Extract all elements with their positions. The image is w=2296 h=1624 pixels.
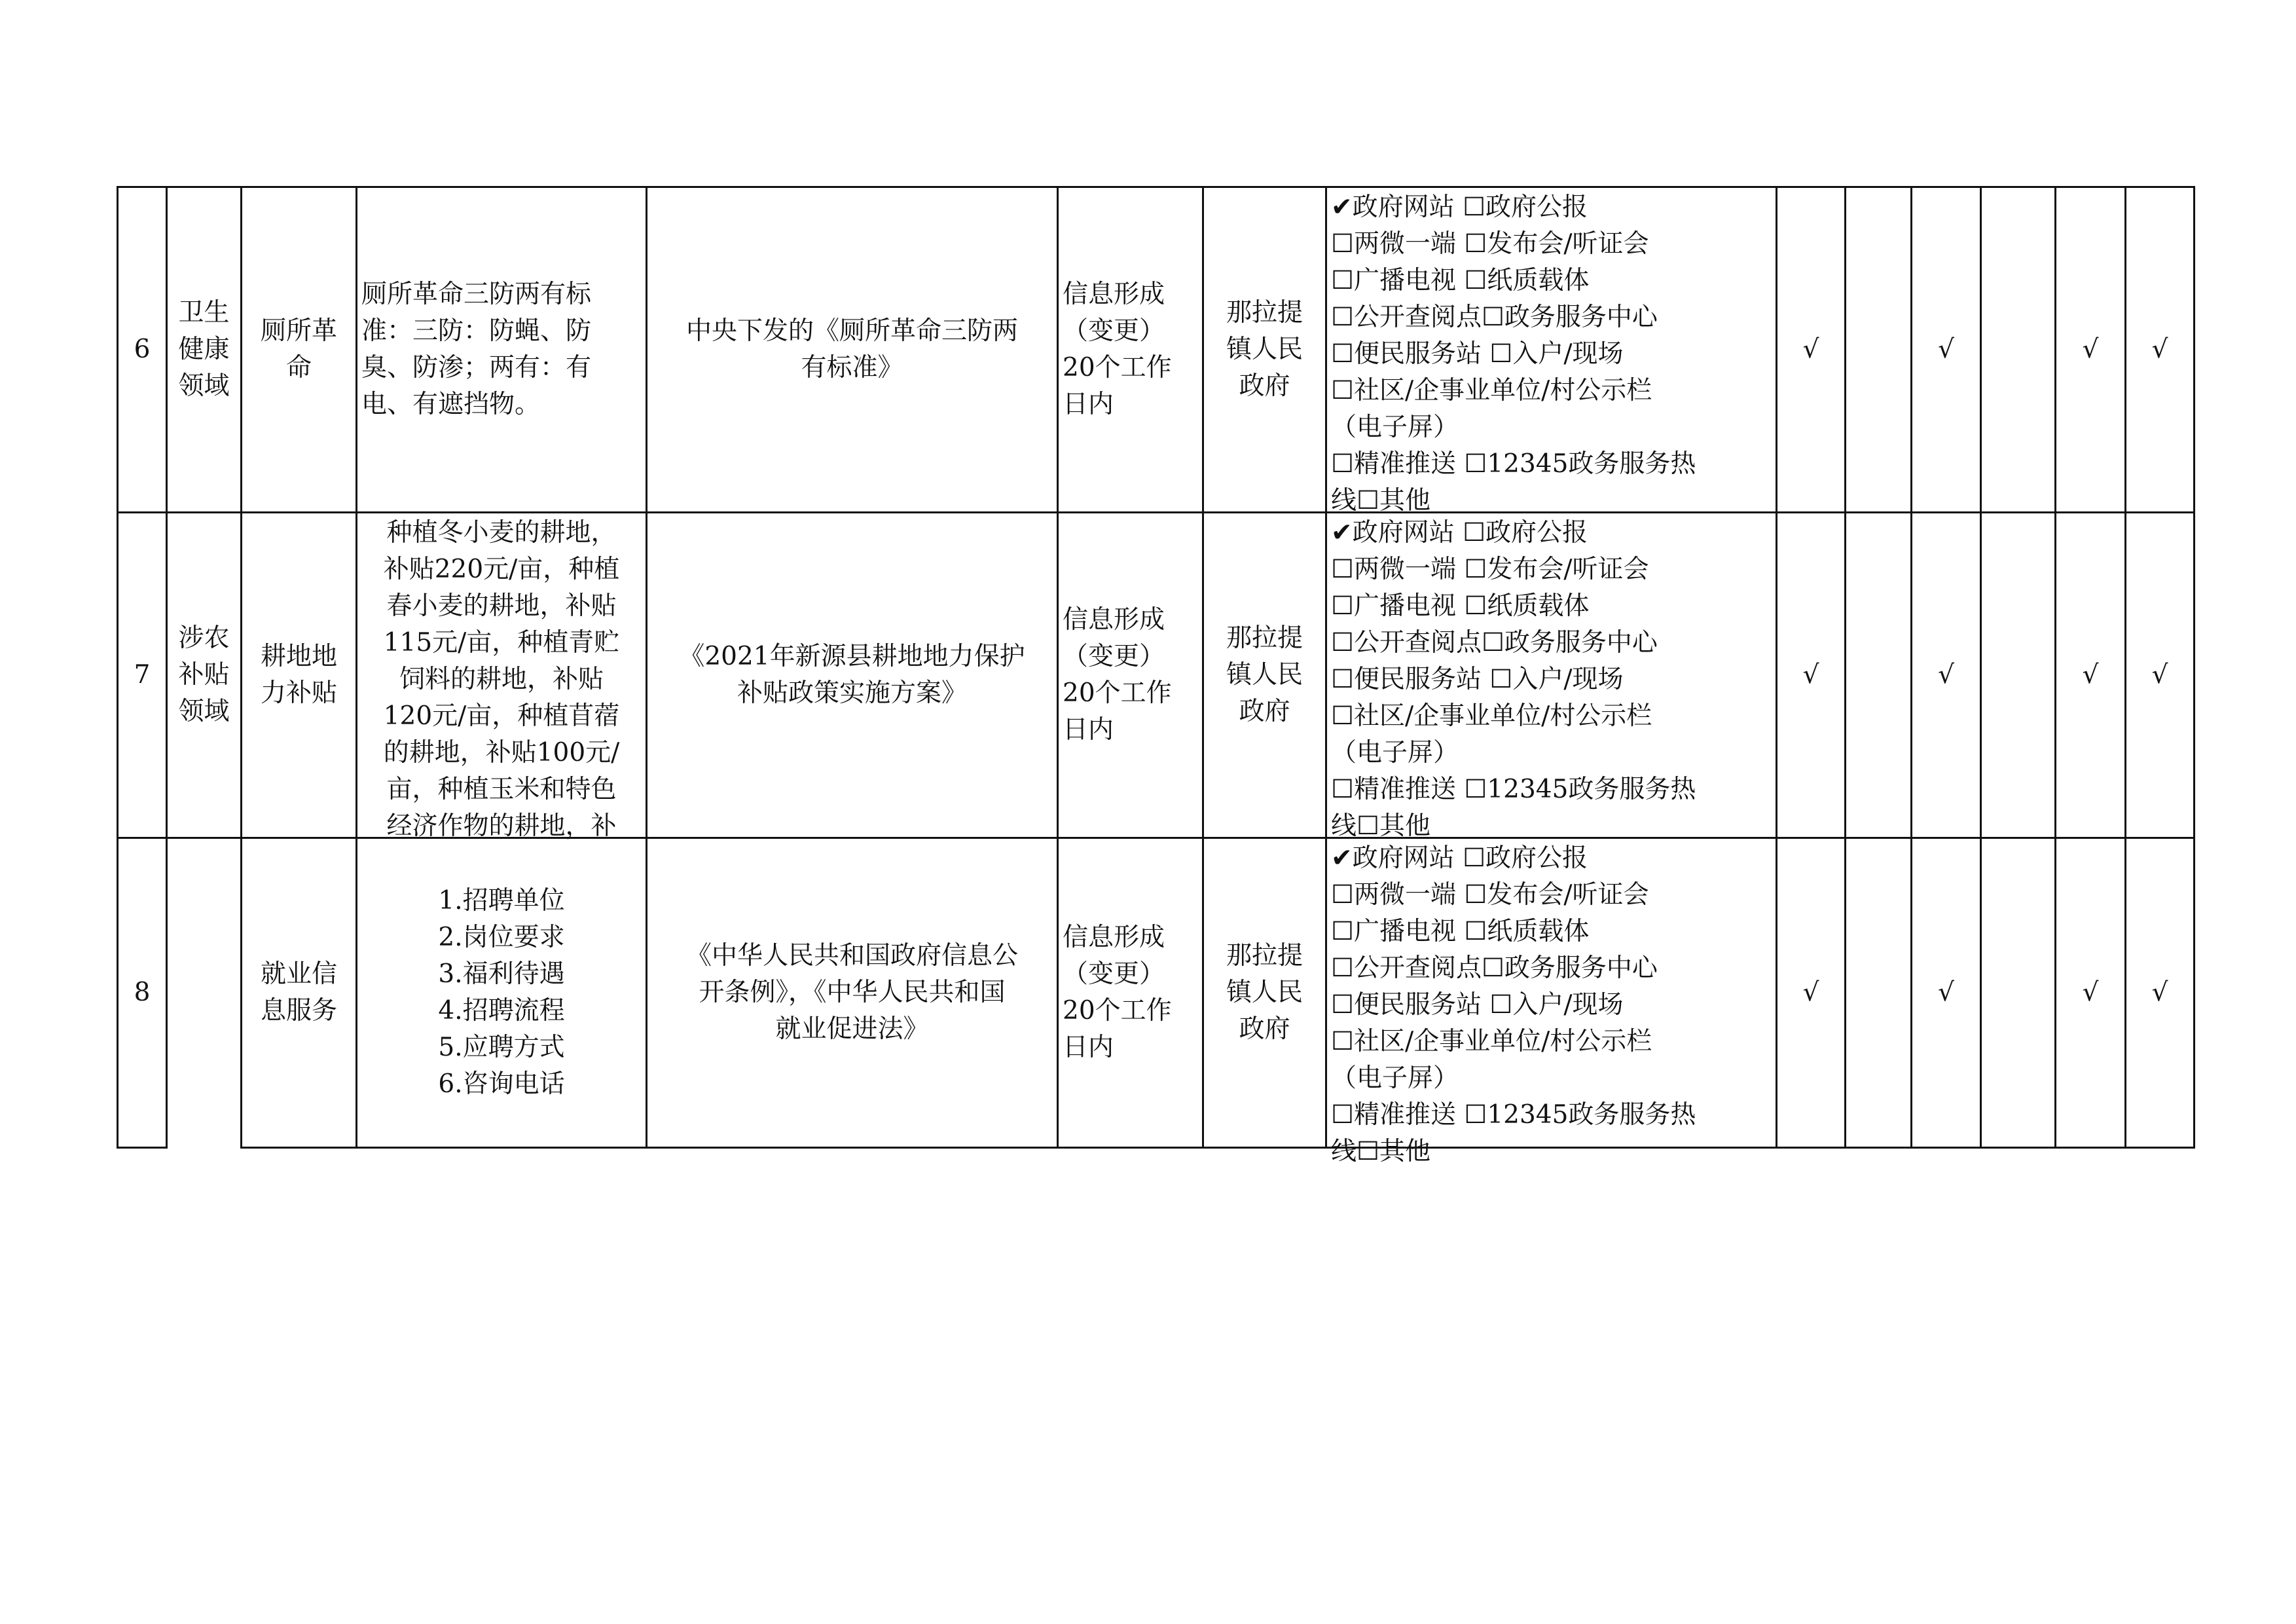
- item-cell: 厕所革 命: [242, 187, 357, 513]
- check-mark: [1846, 187, 1912, 513]
- channel-line: ✔政府网站 ☐政府公报: [1331, 843, 1588, 873]
- subject-cell: 那拉提 镇人民 政府: [1203, 838, 1326, 1148]
- channel-line: ☐广播电视 ☐纸质载体: [1331, 917, 1590, 946]
- channel-line: 线☐其他: [1331, 486, 1430, 515]
- channel-line: ✔政府网站 ☐政府公报: [1331, 193, 1588, 222]
- content-text: 厕所革命三防两有标准：三防：防蝇、防臭、防渗；两有：有电、有遮挡物。: [361, 280, 592, 419]
- check-mark: [1846, 838, 1912, 1148]
- check-mark: √: [1777, 838, 1846, 1148]
- content-text: 1.招聘单位 2.岗位要求 3.福利待遇 4.招聘流程 5.应聘方式 6.咨询电话: [438, 886, 565, 1099]
- channel-line: ☐精准推送 ☐12345政务服务热: [1331, 449, 1696, 479]
- domain-cell: 涉农 补贴 领域: [167, 513, 242, 838]
- channel-line: 线☐其他: [1331, 1137, 1430, 1166]
- channel-line: ☐社区/企事业单位/村公示栏: [1331, 376, 1652, 405]
- check-mark: √: [2056, 838, 2126, 1148]
- table-row: [118, 187, 2195, 513]
- item-cell: 耕地地 力补贴: [242, 513, 357, 838]
- channel-line: ☐便民服务站 ☐入户/现场: [1331, 665, 1624, 694]
- check-mark: √: [1912, 187, 1981, 513]
- basis-cell: 《2021年新源县耕地地力保护 补贴政策实施方案》: [647, 513, 1058, 838]
- seq-cell: 6: [118, 187, 167, 513]
- channel-line: ☐社区/企事业单位/村公示栏: [1331, 701, 1652, 731]
- channels-cell: [1326, 838, 1777, 1166]
- channel-line: ☐两微一端 ☐发布会/听证会: [1331, 229, 1649, 259]
- content-cell: [357, 838, 647, 1148]
- content-text: 种植冬小麦的耕地， 补贴220元/亩，种植 春小麦的耕地，补贴 115元/亩，种植青贮 饲料的耕地，补贴 120元/亩，种植苜蓿 的耕地，补贴100元/ 亩，种植玉米和特色 经济作物的耕地，补: [383, 518, 620, 841]
- channel-line: 线☐其他: [1331, 811, 1430, 841]
- domain-cell: [167, 838, 242, 1148]
- seq-cell: 7: [118, 513, 167, 838]
- channel-line: （电子屏）: [1331, 413, 1459, 442]
- channel-line: ✔政府网站 ☐政府公报: [1331, 518, 1588, 547]
- channel-line: （电子屏）: [1331, 1063, 1459, 1093]
- check-mark: √: [1912, 838, 1981, 1148]
- channel-line: ☐精准推送 ☐12345政务服务热: [1331, 1100, 1696, 1130]
- check-mark: √: [2056, 513, 2126, 838]
- check-mark: [1846, 513, 1912, 838]
- channel-line: ☐公开查阅点☐政务服务中心: [1331, 953, 1658, 983]
- channel-line: ☐公开查阅点☐政务服务中心: [1331, 628, 1658, 657]
- channel-line: ☐两微一端 ☐发布会/听证会: [1331, 555, 1649, 584]
- channel-line: ☐便民服务站 ☐入户/现场: [1331, 339, 1624, 369]
- content-cell: [357, 513, 647, 841]
- subject-cell: 那拉提 镇人民 政府: [1203, 187, 1326, 513]
- check-mark: √: [2056, 187, 2126, 513]
- content-cell: [357, 187, 647, 513]
- check-mark: √: [1912, 513, 1981, 838]
- table-row: [118, 513, 2195, 838]
- channel-line: ☐两微一端 ☐发布会/听证会: [1331, 880, 1649, 910]
- channel-line: ☐广播电视 ☐纸质载体: [1331, 266, 1590, 295]
- channel-line: ☐公开查阅点☐政务服务中心: [1331, 303, 1658, 332]
- channel-line: （电子屏）: [1331, 738, 1459, 767]
- check-mark: √: [1777, 513, 1846, 838]
- channels-cell: [1326, 187, 1777, 513]
- item-cell: 就业信 息服务: [242, 838, 357, 1148]
- channel-line: ☐广播电视 ☐纸质载体: [1331, 591, 1590, 621]
- domain-cell: 卫生 健康 领域: [167, 187, 242, 513]
- check-mark: [1981, 187, 2056, 513]
- channels-cell: [1326, 513, 1777, 841]
- time-limit-cell: 信息形成 （变更） 20个工作 日内: [1058, 513, 1203, 838]
- check-mark: √: [2126, 187, 2195, 513]
- check-mark: √: [2126, 838, 2195, 1148]
- seq-cell: 8: [118, 838, 167, 1148]
- disclosure-table: [117, 186, 2195, 1166]
- basis-cell: 《中华人民共和国政府信息公 开条例》，《中华人民共和国 就业促进法》: [647, 838, 1058, 1148]
- basis-cell: 中央下发的《厕所革命三防两 有标准》: [647, 187, 1058, 513]
- time-limit-cell: 信息形成 （变更） 20个工作 日内: [1058, 187, 1203, 513]
- check-mark: [1981, 513, 2056, 838]
- subject-cell: 那拉提 镇人民 政府: [1203, 513, 1326, 838]
- table-row: [118, 838, 2195, 1148]
- channel-line: ☐社区/企事业单位/村公示栏: [1331, 1027, 1652, 1056]
- check-mark: [1981, 838, 2056, 1148]
- time-limit-cell: 信息形成 （变更） 20个工作 日内: [1058, 838, 1203, 1148]
- channel-line: ☐精准推送 ☐12345政务服务热: [1331, 775, 1696, 804]
- check-mark: √: [2126, 513, 2195, 838]
- channel-line: ☐便民服务站 ☐入户/现场: [1331, 990, 1624, 1020]
- check-mark: √: [1777, 187, 1846, 513]
